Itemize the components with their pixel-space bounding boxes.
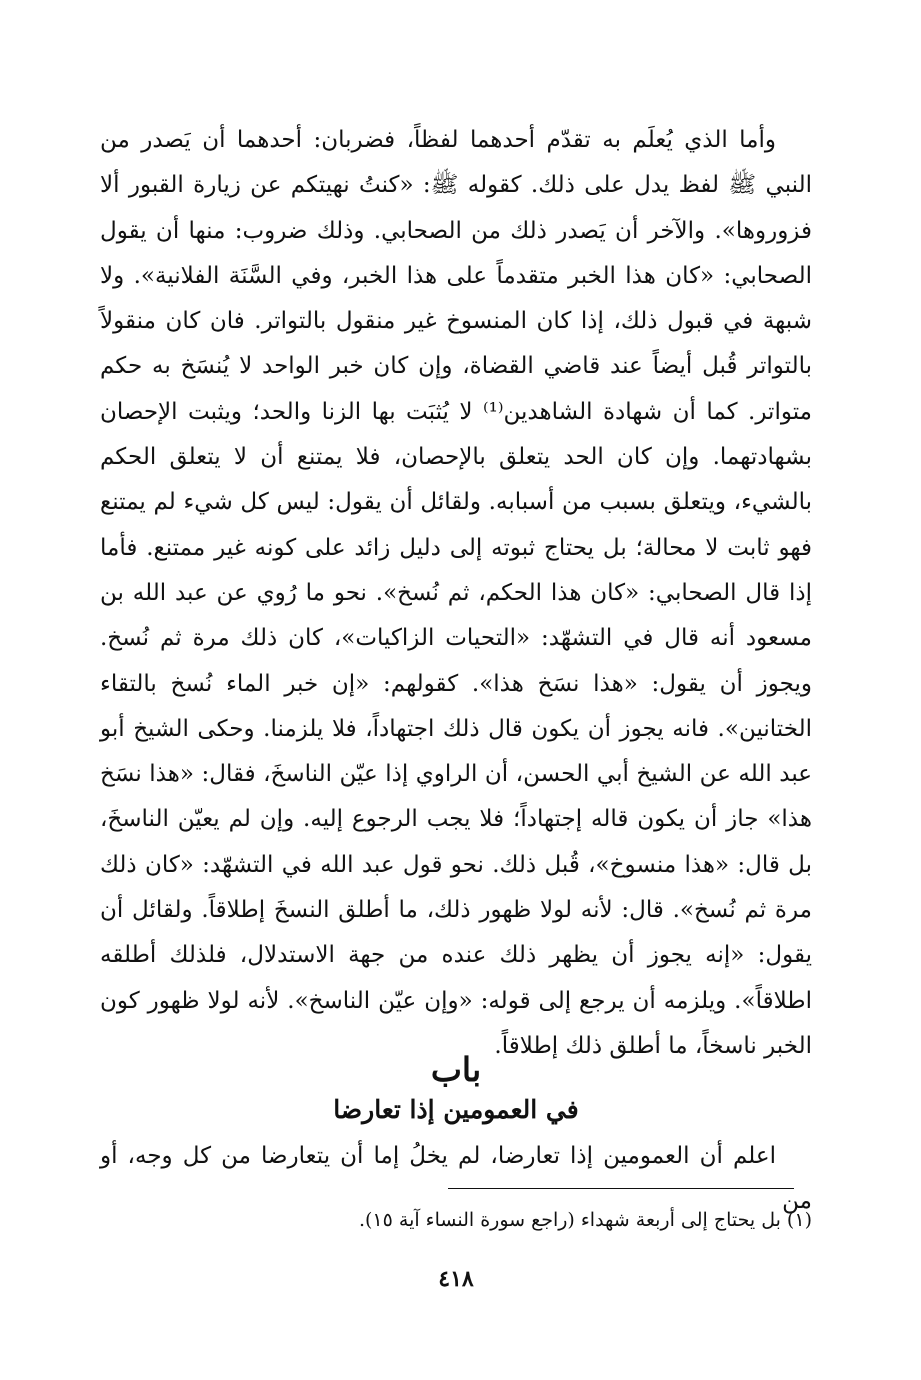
chapter-subheading: في العمومين إذا تعارضا xyxy=(333,1095,579,1124)
chapter-first-line: اعلم أن العمومين إذا تعارضا، لم يخلُ إما أن يتعارضا من كل وجه، أو من xyxy=(100,1143,812,1214)
body-paragraph: وأما الذي يُعلَم به تقدّم أحدهما لفظاً، فضربان: أحدهما أن يَصدر من النبي ﷺ لفظ يدل على ذلك. كقوله ﷺ: «كنتُ نهيتكم عن زيارة القبور ألا فزوروها». والآخر أن يَصدر ذلك من الصحابي. وذلك ضروب: منها أن يقول الصحابي: «كان هذا الخبر متقدماً على هذا الخبر، وفي السَّنَة الفلانية». ولا شبهة في قبول ذلك، إذا كان المنسوخ غير منقول بالتواتر. فان كان منقولاً بالتواتر قُبل أيضاً عند قاضي القضاة، وإن كان خبر الواحد لا يُنسَخ به حكم متواتر. كما أن شهادة الشاهدين⁽¹⁾ لا يُثبَت بها الزنا والحد؛ ويثبت الإحصان بشهادتهما. وإن كان الحد يتعلق بالإحصان، فلا يمتنع أن لا يتعلق الحكم بالشيء، ويتعلق بسبب من أسبابه. ولقائل أن يقول: ليس كل شيء لم يمتنع فهو ثابت لا محالة؛ بل يحتاج ثبوته إلى دليل زائد على كونه غير ممتنع. فأما إذا قال الصحابي: «كان هذا الحكم، ثم نُسخ». نحو ما رُوي عن عبد الله بن مسعود أنه قال في التشهّد: «التحيات الزاكيات»، كان ذلك مرة ثم نُسخ. ويجوز أن يقول: «هذا نسَخ هذا». كقولهم: «إن خبر الماء نُسخ بالتقاء الختانين». فانه يجوز أن يكون قال ذلك اجتهاداً، فلا يلزمنا. وحكى الشيخ أبو عبد الله عن الشيخ أبي الحسن، أن الراوي إذا عيّن الناسخَ، فقال: «هذا نسَخ هذا» جاز أن يكون قاله إجتهاداً؛ فلا يجب الرجوع إليه. وإن لم يعيّن الناسخَ، بل قال: «هذا منسوخ»، قُبل ذلك. نحو قول عبد الله في التشهّد: «كان ذلك مرة ثم نُسخ». قال: لأنه لولا ظهور ذلك، ما أطلق النسخَ إطلاقاً. ولقائل أن يقول: «إنه يجوز أن يظهر ذلك عنده من جهة الاستدلال، فلذلك أطلقه اطلاقاً». ويلزمه أن يرجع إلى قوله: «وإن عيّن الناسخ». لأنه لولا ظهور كون الخبر ناسخاً، ما أطلق ذلك إطلاقاً. xyxy=(100,127,812,1059)
footnote: (١) بل يحتاج إلى أربعة شهداء (راجع سورة النساء آية ١٥). xyxy=(358,1209,812,1231)
chapter-heading: باب xyxy=(430,1050,482,1089)
page-number: ٤١٨ xyxy=(438,1266,474,1292)
footnote-divider xyxy=(448,1188,794,1189)
main-text-block xyxy=(100,118,812,1069)
